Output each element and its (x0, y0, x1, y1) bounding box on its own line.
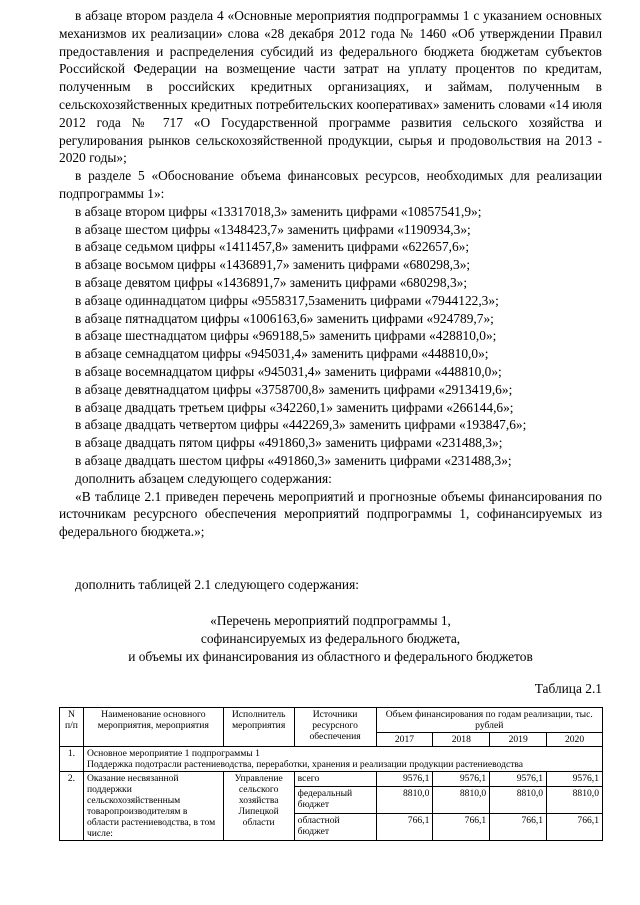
funding-value: 8810,0 (490, 787, 547, 814)
funding-value: 766,1 (376, 814, 433, 841)
replacement-line: в абзаце двадцать третьем цифры «342260,1» заменить цифрами «266144,6»; (75, 399, 514, 415)
replacement-list (59, 203, 602, 488)
row-num: 2. (60, 772, 84, 841)
replacement-line: в абзаце семнадцатом цифры «945031,4» заменить цифрами «448810,0»; (75, 346, 489, 362)
funding-source: федеральный бюджет (294, 787, 376, 814)
table-row (60, 747, 603, 772)
main-activity-title: Основное мероприятие 1 подпрограммы 1 (86, 748, 260, 759)
add-table-paragraph (59, 576, 602, 594)
main-text (59, 7, 602, 541)
funding-value: 9576,1 (547, 772, 603, 787)
funding-value: 9576,1 (376, 772, 433, 787)
replacement-line: в абзаце двадцать пятом цифры «491860,3» заменить цифрами «231488,3»; (75, 435, 503, 451)
table-caption: Таблица 2.1 (534, 681, 602, 696)
funding-value: 9576,1 (433, 772, 490, 787)
funding-source: областной бюджет (294, 814, 376, 841)
replacement-line: в абзаце двадцать четвертом цифры «442269,3» заменить цифрами «193847,6»; (75, 417, 527, 433)
replacement-line: в абзаце шестнадцатом цифры «969188,5» заменить цифрами «428810,0»; (75, 328, 497, 344)
table-title-line: софинансируемых из федерального бюджета, (200, 630, 461, 646)
row-main-activity (83, 747, 602, 772)
replacement-line: дополнить абзацем следующего содержания: (75, 470, 332, 486)
header-executor: Исполнитель мероприятия (223, 708, 294, 747)
header-year: 2019 (490, 733, 547, 747)
header-year: 2017 (376, 733, 433, 747)
funding-value: 766,1 (547, 814, 603, 841)
table-title-line: «Перечень мероприятий подпрограммы 1, (210, 613, 451, 628)
financing-table (59, 707, 603, 841)
replacement-line: в абзаце девятом цифры «1436891,7» заменить цифрами «680298,3»; (75, 274, 468, 290)
paragraph-section5: в разделе 5 «Обоснование объема финансовых ресурсов, необходимых для реализации подпрограммы 1»: (59, 168, 602, 201)
header-sources: Источники ресурсного обеспечения (294, 708, 376, 747)
replacement-line: в абзаце восемнадцатом цифры «945031,4» заменить цифрами «448810,0»; (75, 363, 502, 379)
quote-paragraph: «В таблице 2.1 приведен перечень мероприятий и прогнозные объемы финансирования по источникам ресурсного обеспечения мероприятий подпрограммы 1, софинансируемых из федерального бюджета.»; (59, 488, 602, 540)
table-header-row (60, 708, 603, 733)
funding-value: 8810,0 (547, 787, 603, 814)
header-volume: Объем финансирования по годам реализации, тыс. рублей (376, 708, 602, 733)
funding-source: всего (294, 772, 376, 787)
replacement-line: в абзаце одиннадцатом цифры «9558317,5заменить цифрами «7944122,3»; (75, 292, 499, 308)
table-title (59, 612, 602, 665)
header-year: 2018 (433, 733, 490, 747)
funding-value: 766,1 (433, 814, 490, 841)
replacement-line: в абзаце двадцать шестом цифры «491860,3» заменить цифрами «231488,3»; (75, 452, 512, 468)
funding-value: 766,1 (490, 814, 547, 841)
header-num: N п/п (60, 708, 84, 747)
replacement-line: в абзаце втором цифры «13317018,3» заменить цифрами «10857541,9»; (75, 203, 482, 219)
add-table-line: дополнить таблицей 2.1 следующего содержания: (75, 577, 359, 592)
table-title-line: и объемы их финансирования из областного и федерального бюджетов (128, 648, 533, 664)
header-year: 2020 (547, 733, 603, 747)
funding-value: 8810,0 (376, 787, 433, 814)
replacement-line: в абзаце восьмом цифры «1436891,7» заменить цифрами «680298,3»; (75, 257, 471, 273)
paragraph-section4: в абзаце втором раздела 4 «Основные мероприятия подпрограммы 1 с указанием основных механизмов их реализации» слова «28 декабря 2012 года № 1460 «Об утверждении Правил предоставления и распределения субсидий из федерального бюджета бюджетам субъектов Российской Федерации на возмещение части затрат на уплату процентов по кредитам, полученным в российских кредитных организациях, и займам, полученным в сельскохозяйственных кредитных потребительских кооперативах» заменить словами «14 июля 2012 года № 717 «О Государственной программе развития сельского хозяйства и регулирования рынков сельскохозяйственной продукции, сырья и продовольствия на 2013 - 2020 годы»; (59, 8, 602, 166)
replacement-line: в абзаце девятнадцатом цифры «3758700,8» заменить цифрами «2913419,6»; (75, 381, 513, 397)
main-activity-description: Поддержка подотрасли растениеводства, переработки, хранения и реализации продукции растениеводства (86, 759, 524, 770)
table-row (60, 772, 603, 787)
row-executor: Управление сельского хозяйства Липецкой области (223, 772, 294, 841)
replacement-line: в абзаце пятнадцатом цифры «1006163,6» заменить цифрами «924789,7»; (75, 310, 494, 326)
funding-value: 9576,1 (490, 772, 547, 787)
header-name: Наименование основного мероприятия, мероприятия (83, 708, 223, 747)
replacement-line: в абзаце шестом цифры «1348423,7» заменить цифрами «1190934,3»; (75, 221, 471, 237)
funding-value: 8810,0 (433, 787, 490, 814)
replacement-line: в абзаце седьмом цифры «1411457,8» заменить цифрами «622657,6»; (75, 239, 470, 255)
row-num: 1. (60, 747, 84, 772)
row-activity-name: Оказание несвязанной поддержки сельскохозяйственным товаропроизводителям в области растениеводства, в том числе: (83, 772, 223, 841)
